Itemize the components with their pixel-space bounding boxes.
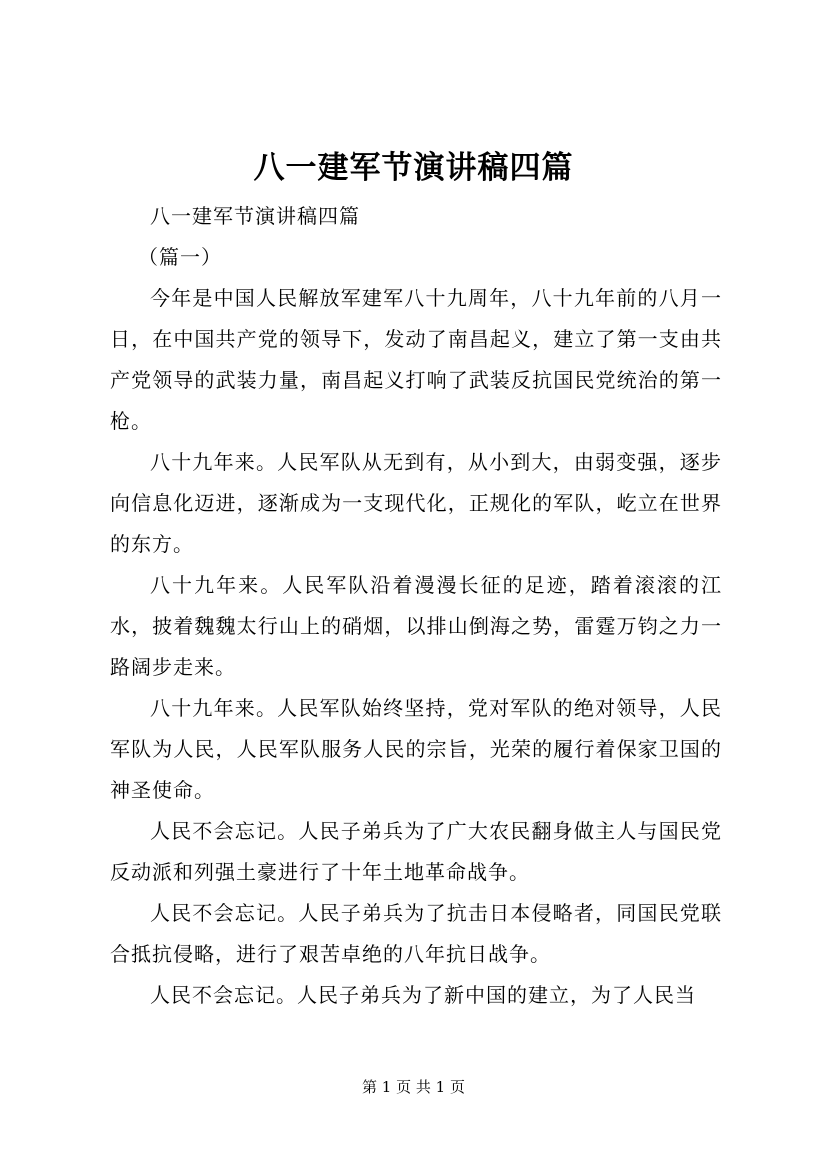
- paragraph-2: 八十九年来。人民军队从无到有，从小到大，由弱变强，逐步向信息化迈进，逐渐成为一支现代化，正规化的军队，屹立在世界的东方。: [110, 450, 722, 556]
- paragraph-7: 人民不会忘记。人民子弟兵为了新中国的建立，为了人民当: [150, 983, 696, 1007]
- paragraph-1: 今年是中国人民解放军建军八十九周年，八十九年前的八月一日，在中国共产党的领导下，发动了南昌起义，建立了第一支由共产党领导的武装力量，南昌起义打响了武装反抗国民党统治的第一枪。: [110, 286, 722, 433]
- paragraph-4: 八十九年来。人民军队始终坚持，党对军队的绝对领导，人民军队为人民，人民军队服务人民的宗旨，光荣的履行着保家卫国的神圣使命。: [110, 696, 722, 802]
- paragraph-6: 人民不会忘记。人民子弟兵为了抗击日本侵略者，同国民党联合抵抗侵略，进行了艰苦卓绝的八年抗日战争。: [110, 901, 722, 966]
- document-body: [110, 196, 722, 1016]
- paragraph-5: 人民不会忘记。人民子弟兵为了广大农民翻身做主人与国民党反动派和列强土豪进行了十年土地革命战争。: [110, 819, 722, 884]
- section-heading: （篇一）: [138, 245, 222, 269]
- document-subtitle: 八一建军节演讲稿四篇: [150, 204, 360, 228]
- paragraph-3: 八十九年来。人民军队沿着漫漫长征的足迹，踏着滚滚的江水，披着魏魏太行山上的硝烟，以排山倒海之势，雷霆万钧之力一路阔步走来。: [110, 573, 722, 679]
- document-title: 八一建军节演讲稿四篇: [253, 150, 574, 186]
- page-footer: 第 1 页 共 1 页: [362, 1078, 465, 1096]
